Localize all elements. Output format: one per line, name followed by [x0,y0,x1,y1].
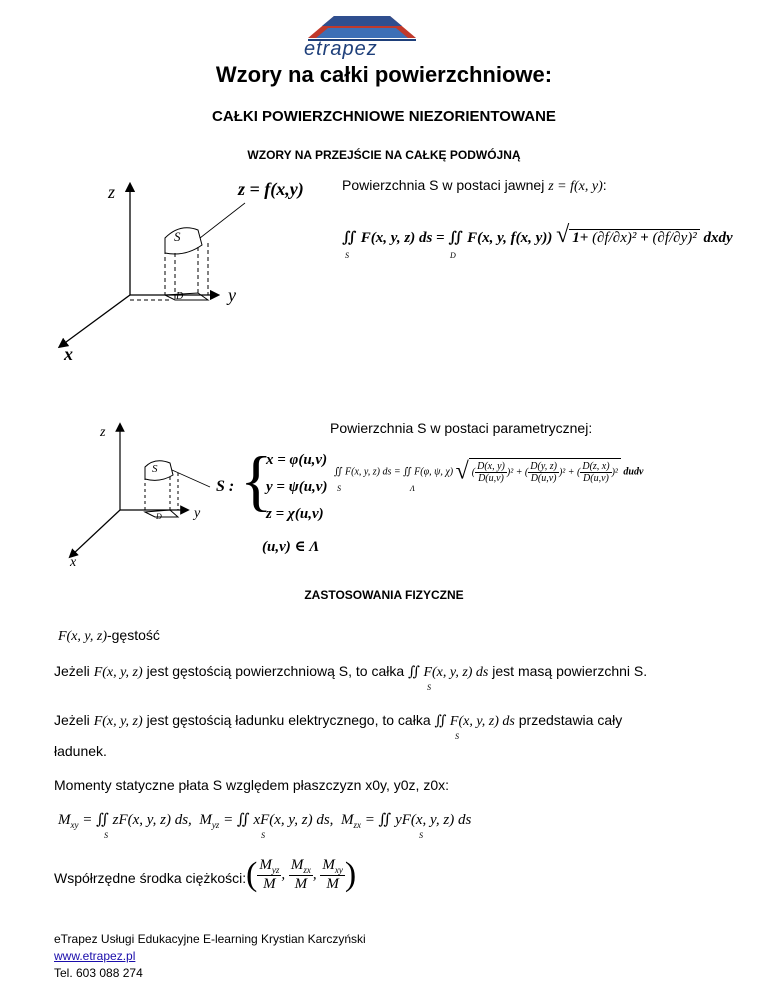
axis-y-label: y [228,285,236,305]
myz-int-s: S [261,831,265,840]
section-applications: ZASTOSOWANIA FIZYCZNE [304,588,464,602]
paragraph-charge: Jeżeli F(x, y, z) jest gęstością ładunku elektrycznego, to całka ∬ F(x, y, z) ds przedstawia cały [54,712,623,729]
explicit-formula: ∬ F(x, y, z) ds = ∬ F(x, y, f(x, y)) √ 1+ (∂f/∂x)² + (∂f/∂y)² dxdy [342,222,733,248]
axis-y-label-2: y [194,506,201,521]
parametric-int-s: S [337,484,341,493]
mzx-int-s: S [419,831,423,840]
footer-phone: Tel. 603 088 274 [54,966,143,980]
brace: { [240,442,273,518]
parametric-domain: (u,v) ∈ Λ [262,539,320,555]
explicit-equation: z = f(x, y) [548,179,603,194]
region-label-2: D [156,512,162,521]
paragraph-charge-end: ładunek. [54,743,107,759]
surface-label: S [174,229,181,244]
axis-z-label-2: z [100,425,106,440]
parametric-sys-label: S : [216,478,235,495]
axis-z-label: z [108,182,116,202]
paragraph-mass: Jeżeli F(x, y, z) jest gęstością powierzchniową S, to całka ∬ F(x, y, z) ds jest masą powierzchni S. [54,663,648,680]
p1-int-s: S [427,683,431,692]
parametric-y: y = ψ(u,v) [266,479,328,495]
centroid-label: Współrzędne środka ciężkości: [54,870,247,886]
logo-text: etrapez [304,38,378,60]
surface-label-2: S [152,463,158,475]
explicit-int-d: D [450,251,456,260]
moments-label: Momenty statyczne płata S względem płaszczyzn x0y, y0z, z0x: [54,777,450,793]
footer-company: eTrapez Usługi Edukacyjne E-learning Krystian Karczyński [54,932,366,946]
explicit-equation-figure: z = f(x,y) [238,179,304,199]
explicit-int-s: S [345,251,349,260]
logo [294,14,434,64]
moments-formula: $M_{xy}$ = ∬ zF(x, y, z) ds, $M_{yz}$ = ∬ xF(x, y, z) ds, $M_{zx}$ = ∬ yF(x, y, z) ds [58,812,472,830]
density-line: F(x, y, z)-gęstość [58,627,160,644]
explicit-surface-figure [50,175,350,375]
page-title: Wzory na całki powierzchniowe: [215,62,553,87]
axis-x-label-2: x [70,555,77,570]
section-heading: CAŁKI POWIERZCHNIOWE NIEZORIENTOWANE [212,108,556,125]
explicit-label: Powierzchnia S w postaci jawnej z = f(x, y): [342,177,607,194]
parametric-formula: ∬ F(x, y, z) ds = ∬ F(φ, ψ, χ) √( $\frac{D(x, y)}{D(u,v)}$ )² + ( $\frac{D(y, z)}{D(u,v)}$ )² + ( $\frac{D(z, x)}{D(u,v)}$ )² dudv [334,458,644,485]
parametric-z: z = χ(u,v) [266,506,324,522]
p2-int-s: S [455,732,459,741]
mxy-int-s: S [104,831,108,840]
parametric-surface-figure [60,415,240,565]
footer-link[interactable]: www.etrapez.pl [54,949,136,963]
parametric-label: Powierzchnia S w postaci parametrycznej: [330,420,593,436]
subsection-heading: WZORY NA PRZEJŚCIE NA CAŁKĘ PODWÓJNĄ [247,148,521,162]
axis-x-label: x [64,344,73,364]
region-label: D [176,291,184,302]
parametric-int-l: Λ [410,484,415,493]
parametric-x: x = φ(u,v) [266,452,328,468]
centroid-formula: ( $\frac{M_{yz}}{M}$ , $\frac{M_{zx}}{M}$ , $\frac{M_{xy}}{M}$ ) [246,856,357,893]
